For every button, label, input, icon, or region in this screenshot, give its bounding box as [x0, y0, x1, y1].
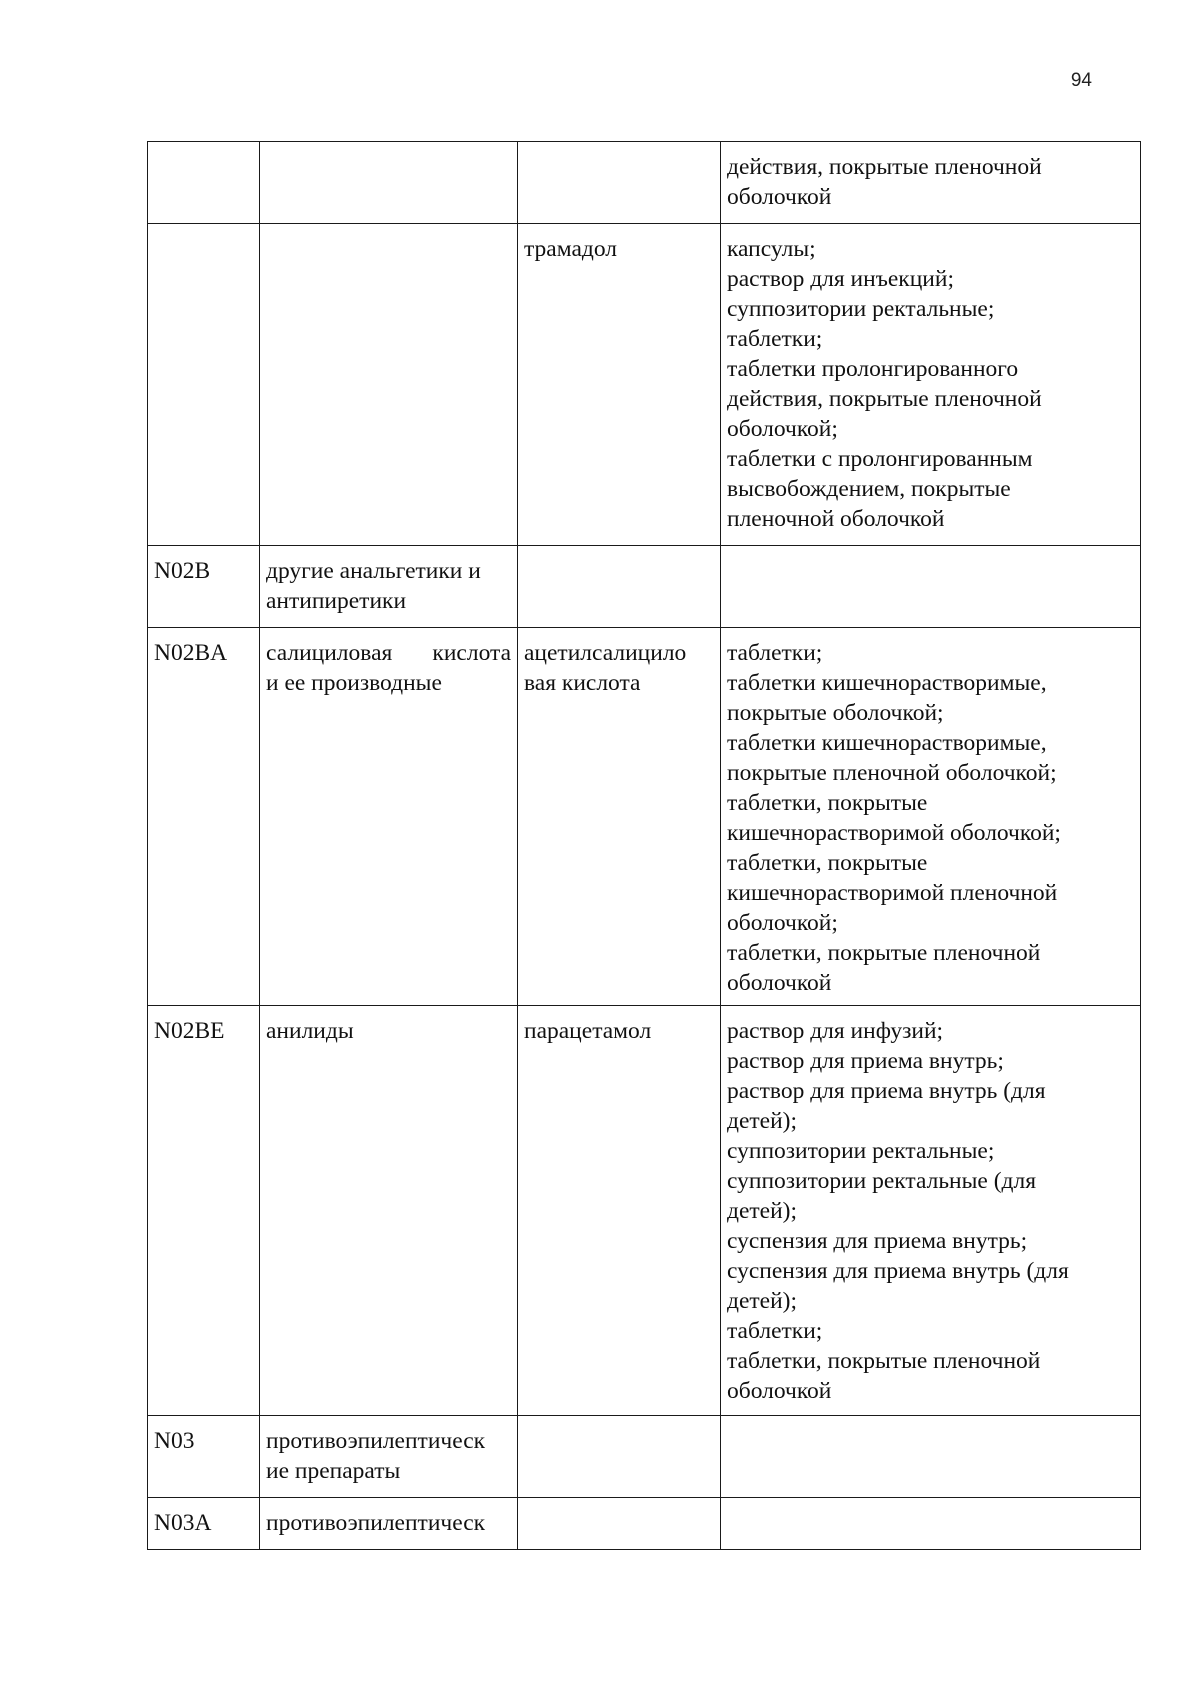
- dosage-form-line: таблетки;: [727, 1318, 823, 1344]
- table-row: [148, 628, 1141, 1006]
- dosage-form-cell: [721, 1006, 1141, 1416]
- group-name-line: ие препараты: [266, 1458, 401, 1484]
- dosage-form-line: высвобождением, покрытые: [727, 476, 1011, 502]
- group-cell: [260, 142, 518, 224]
- group-name-line: анилиды: [266, 1018, 354, 1044]
- drug-cell: [518, 142, 721, 224]
- dosage-form-line: таблетки кишечнорастворимые,: [727, 730, 1047, 756]
- dosage-form-line: покрытые оболочкой;: [727, 700, 944, 726]
- dosage-form-line: оболочкой;: [727, 910, 838, 936]
- group-cell: [260, 224, 518, 546]
- dosage-form-line: суппозитории ректальные;: [727, 296, 995, 322]
- atc-code-cell: [148, 1498, 260, 1550]
- dosage-form-line: покрытые пленочной оболочкой;: [727, 760, 1057, 786]
- dosage-form-line: детей);: [727, 1288, 798, 1314]
- dosage-form-line: таблетки, покрытые пленочной: [727, 1348, 1041, 1374]
- dosage-form-line: детей);: [727, 1198, 798, 1224]
- table-row: [148, 142, 1141, 224]
- dosage-form-line: оболочкой: [727, 184, 832, 210]
- drug-table: [147, 141, 1141, 1550]
- dosage-form-line: раствор для приема внутрь (для: [727, 1078, 1046, 1104]
- dosage-form-line: суппозитории ректальные (для: [727, 1168, 1037, 1194]
- group-cell: [260, 1416, 518, 1498]
- dosage-form-cell: [721, 1498, 1141, 1550]
- group-name-line: противоэпилептическ: [266, 1428, 486, 1454]
- dosage-form-cell: [721, 142, 1141, 224]
- table-row: [148, 1006, 1141, 1416]
- group-name-line: и ее производные: [266, 670, 442, 696]
- table-row: [148, 1416, 1141, 1498]
- dosage-form-line: раствор для инъекций;: [727, 266, 954, 292]
- page-number: 94: [1070, 70, 1092, 91]
- group-cell: [260, 1498, 518, 1550]
- dosage-form-line: таблетки с пролонгированным: [727, 446, 1033, 472]
- atc-code-cell: [148, 142, 260, 224]
- atc-code: N03A: [154, 1510, 212, 1536]
- drug-cell: [518, 224, 721, 546]
- dosage-form-line: действия, покрытые пленочной: [727, 386, 1042, 412]
- dosage-form-line: оболочкой: [727, 970, 832, 996]
- drug-name: трамадол: [524, 236, 618, 262]
- dosage-form-line: раствор для приема внутрь;: [727, 1048, 1004, 1074]
- dosage-form-line: раствор для инфузий;: [727, 1018, 944, 1044]
- atc-code: N02BE: [154, 1018, 225, 1044]
- atc-code: N02B: [154, 558, 211, 584]
- dosage-form-line: таблетки;: [727, 640, 823, 666]
- group-name-line: антипиретики: [266, 588, 407, 614]
- dosage-form-line: действия, покрытые пленочной: [727, 154, 1042, 180]
- group-cell: [260, 1006, 518, 1416]
- atc-code-cell: [148, 1416, 260, 1498]
- atc-code-cell: [148, 224, 260, 546]
- group-name-line: салициловая кислота: [266, 640, 511, 666]
- drug-name: парацетамол: [524, 1018, 652, 1044]
- dosage-form-cell: [721, 1416, 1141, 1498]
- dosage-form-line: оболочкой: [727, 1378, 832, 1404]
- dosage-form-line: суспензия для приема внутрь (для: [727, 1258, 1069, 1284]
- dosage-form-line: суспензия для приема внутрь;: [727, 1228, 1028, 1254]
- atc-code-cell: [148, 1006, 260, 1416]
- drug-name: вая кислота: [524, 670, 641, 696]
- table-row: [148, 1498, 1141, 1550]
- dosage-form-cell: [721, 224, 1141, 546]
- group-cell: [260, 628, 518, 1006]
- dosage-form-line: таблетки, покрытые пленочной: [727, 940, 1041, 966]
- drug-cell: [518, 1006, 721, 1416]
- dosage-form-line: суппозитории ректальные;: [727, 1138, 995, 1164]
- group-name-line: противоэпилептическ: [266, 1510, 486, 1536]
- dosage-form-line: кишечнорастворимой оболочкой;: [727, 820, 1061, 846]
- atc-code: N03: [154, 1428, 195, 1454]
- drug-cell: [518, 1416, 721, 1498]
- atc-code-cell: [148, 546, 260, 628]
- dosage-form-line: оболочкой;: [727, 416, 838, 442]
- drug-name: ацетилсалицило: [524, 640, 687, 666]
- drug-cell: [518, 546, 721, 628]
- dosage-form-line: таблетки, покрытые: [727, 790, 928, 816]
- dosage-form-cell: [721, 546, 1141, 628]
- dosage-form-line: таблетки пролонгированного: [727, 356, 1019, 382]
- dosage-form-line: кишечнорастворимой пленочной: [727, 880, 1058, 906]
- dosage-form-cell: [721, 628, 1141, 1006]
- drug-cell: [518, 1498, 721, 1550]
- group-name-line: другие анальгетики и: [266, 558, 481, 584]
- atc-code-cell: [148, 628, 260, 1006]
- atc-code: N02BA: [154, 640, 228, 666]
- dosage-form-line: детей);: [727, 1108, 798, 1134]
- table-row: [148, 224, 1141, 546]
- dosage-form-line: таблетки кишечнорастворимые,: [727, 670, 1047, 696]
- dosage-form-line: таблетки, покрытые: [727, 850, 928, 876]
- drug-cell: [518, 628, 721, 1006]
- table-row: [148, 546, 1141, 628]
- dosage-form-line: таблетки;: [727, 326, 823, 352]
- dosage-form-line: капсулы;: [727, 236, 816, 262]
- group-cell: [260, 546, 518, 628]
- dosage-form-line: пленочной оболочкой: [727, 506, 945, 532]
